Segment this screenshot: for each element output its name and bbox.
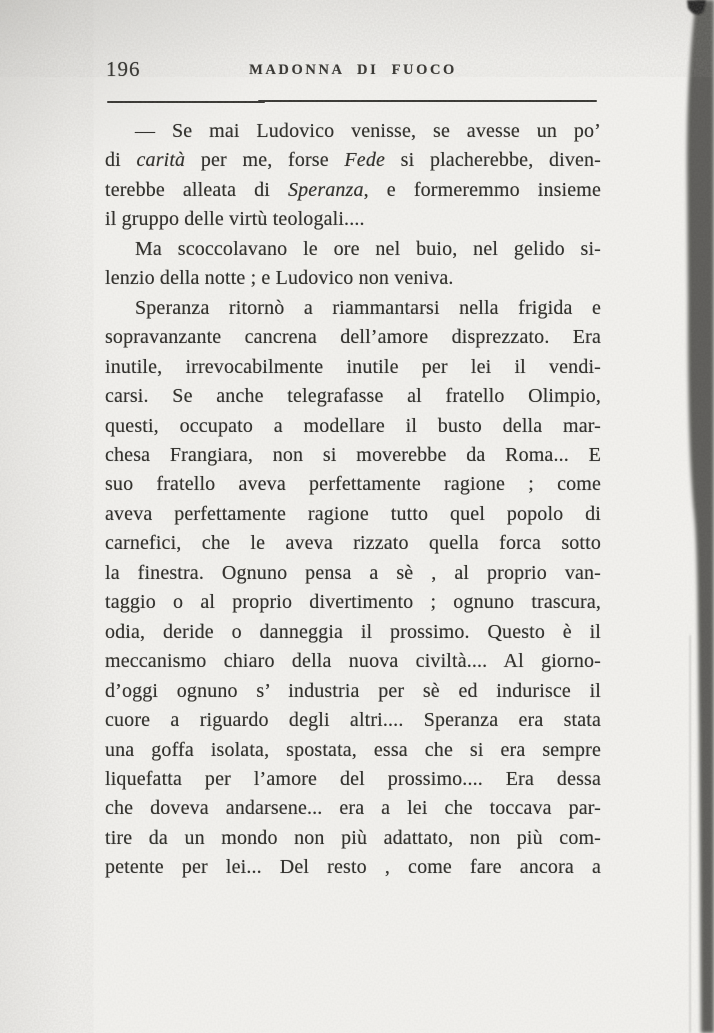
text-segment: lenzio della notte ; e Ludovico non veniva. bbox=[105, 267, 454, 290]
text-segment: petente per lei... Del resto , come fare ancora a bbox=[105, 856, 601, 879]
header-rule bbox=[107, 101, 265, 103]
text-segment: chesa Frangiara, non si moverebbe da Roma... E bbox=[105, 443, 601, 466]
text-line bbox=[105, 323, 601, 352]
text-segment: che doveva andarsene... era a lei che toccava par- bbox=[105, 797, 601, 820]
text-segment: si placherebbe, diven- bbox=[385, 149, 601, 172]
text-segment: liquefatta per l’amore del prossimo.... Era dessa bbox=[105, 767, 601, 790]
text-segment: il gruppo delle virtù teologali.... bbox=[105, 208, 365, 231]
text-line bbox=[105, 470, 601, 499]
text-line bbox=[105, 146, 601, 175]
text-line bbox=[105, 235, 601, 264]
text-line bbox=[105, 677, 601, 706]
text-line bbox=[105, 706, 601, 735]
header-rule bbox=[258, 100, 597, 102]
text-line bbox=[105, 824, 601, 853]
text-segment: di bbox=[105, 149, 137, 172]
text-segment: suo fratello aveva perfettamente ragione ; come bbox=[105, 473, 601, 496]
text-line bbox=[105, 529, 601, 558]
text-segment: la finestra. Ognuno pensa a sè , al proprio van- bbox=[105, 561, 601, 584]
body-text bbox=[105, 117, 601, 883]
text-segment: carsi. Se anche telegrafasse al fratello Olimpio, bbox=[105, 385, 601, 408]
italic-text: Speranza bbox=[288, 178, 364, 201]
text-segment: terebbe alleata di bbox=[105, 178, 288, 201]
text-line bbox=[105, 294, 601, 323]
text-line bbox=[105, 264, 601, 293]
text-line bbox=[105, 647, 601, 676]
text-segment: carnefici, che le aveva rizzato quella forca sotto bbox=[105, 532, 601, 555]
text-segment: una goffa isolata, spostata, essa che si era sempre bbox=[105, 738, 601, 761]
text-line bbox=[105, 205, 601, 234]
text-segment: odia, deride o danneggia il prossimo. Questo è il bbox=[105, 620, 601, 643]
text-line bbox=[105, 117, 601, 146]
text-segment: — Se mai Ludovico venisse, se avesse un po’ bbox=[135, 120, 601, 142]
text-segment: cuore a riguardo degli altri.... Speranza era stata bbox=[105, 709, 601, 732]
text-line bbox=[105, 176, 601, 205]
text-segment: per me, forse bbox=[185, 149, 345, 172]
text-segment: taggio o al proprio divertimento ; ognuno trascura, bbox=[105, 591, 601, 614]
text-segment: tire da un mondo non più adattato, non più com- bbox=[105, 826, 601, 849]
text-segment: Speranza ritornò a riammantarsi nella frigida e bbox=[135, 296, 601, 319]
text-line bbox=[105, 441, 601, 470]
text-line bbox=[105, 765, 601, 794]
text-segment: inutile, irrevocabilmente inutile per lei il vendi- bbox=[105, 355, 601, 378]
text-line bbox=[105, 794, 601, 823]
text-line bbox=[105, 382, 601, 411]
text-line bbox=[105, 618, 601, 647]
text-segment: Ma scoccolavano le ore nel buio, nel gelido si- bbox=[135, 237, 601, 260]
text-line bbox=[105, 588, 601, 617]
text-segment: aveva perfettamente ragione tutto quel popolo di bbox=[105, 502, 601, 525]
text-line bbox=[105, 500, 601, 529]
text-segment: , e formeremmo insieme bbox=[363, 178, 601, 201]
italic-text: carità bbox=[136, 149, 186, 172]
text-line bbox=[105, 736, 601, 765]
page-number: 196 bbox=[106, 57, 141, 81]
text-line bbox=[105, 559, 601, 588]
italic-text: Fede bbox=[344, 149, 385, 172]
text-line bbox=[105, 853, 601, 882]
text-segment: meccanismo chiaro della nuova civiltà.... Al giorno- bbox=[105, 650, 601, 673]
text-segment: d’oggi ognuno s’ industria per sè ed indurisce il bbox=[105, 679, 601, 702]
text-line bbox=[105, 353, 601, 382]
running-title: MADONNA DI FUOCO bbox=[249, 62, 457, 78]
text-segment: questi, occupato a modellare il busto della mar- bbox=[105, 414, 601, 437]
text-line bbox=[105, 412, 601, 441]
text-segment: sopravanzante cancrena dell’amore disprezzato. Era bbox=[105, 326, 601, 349]
